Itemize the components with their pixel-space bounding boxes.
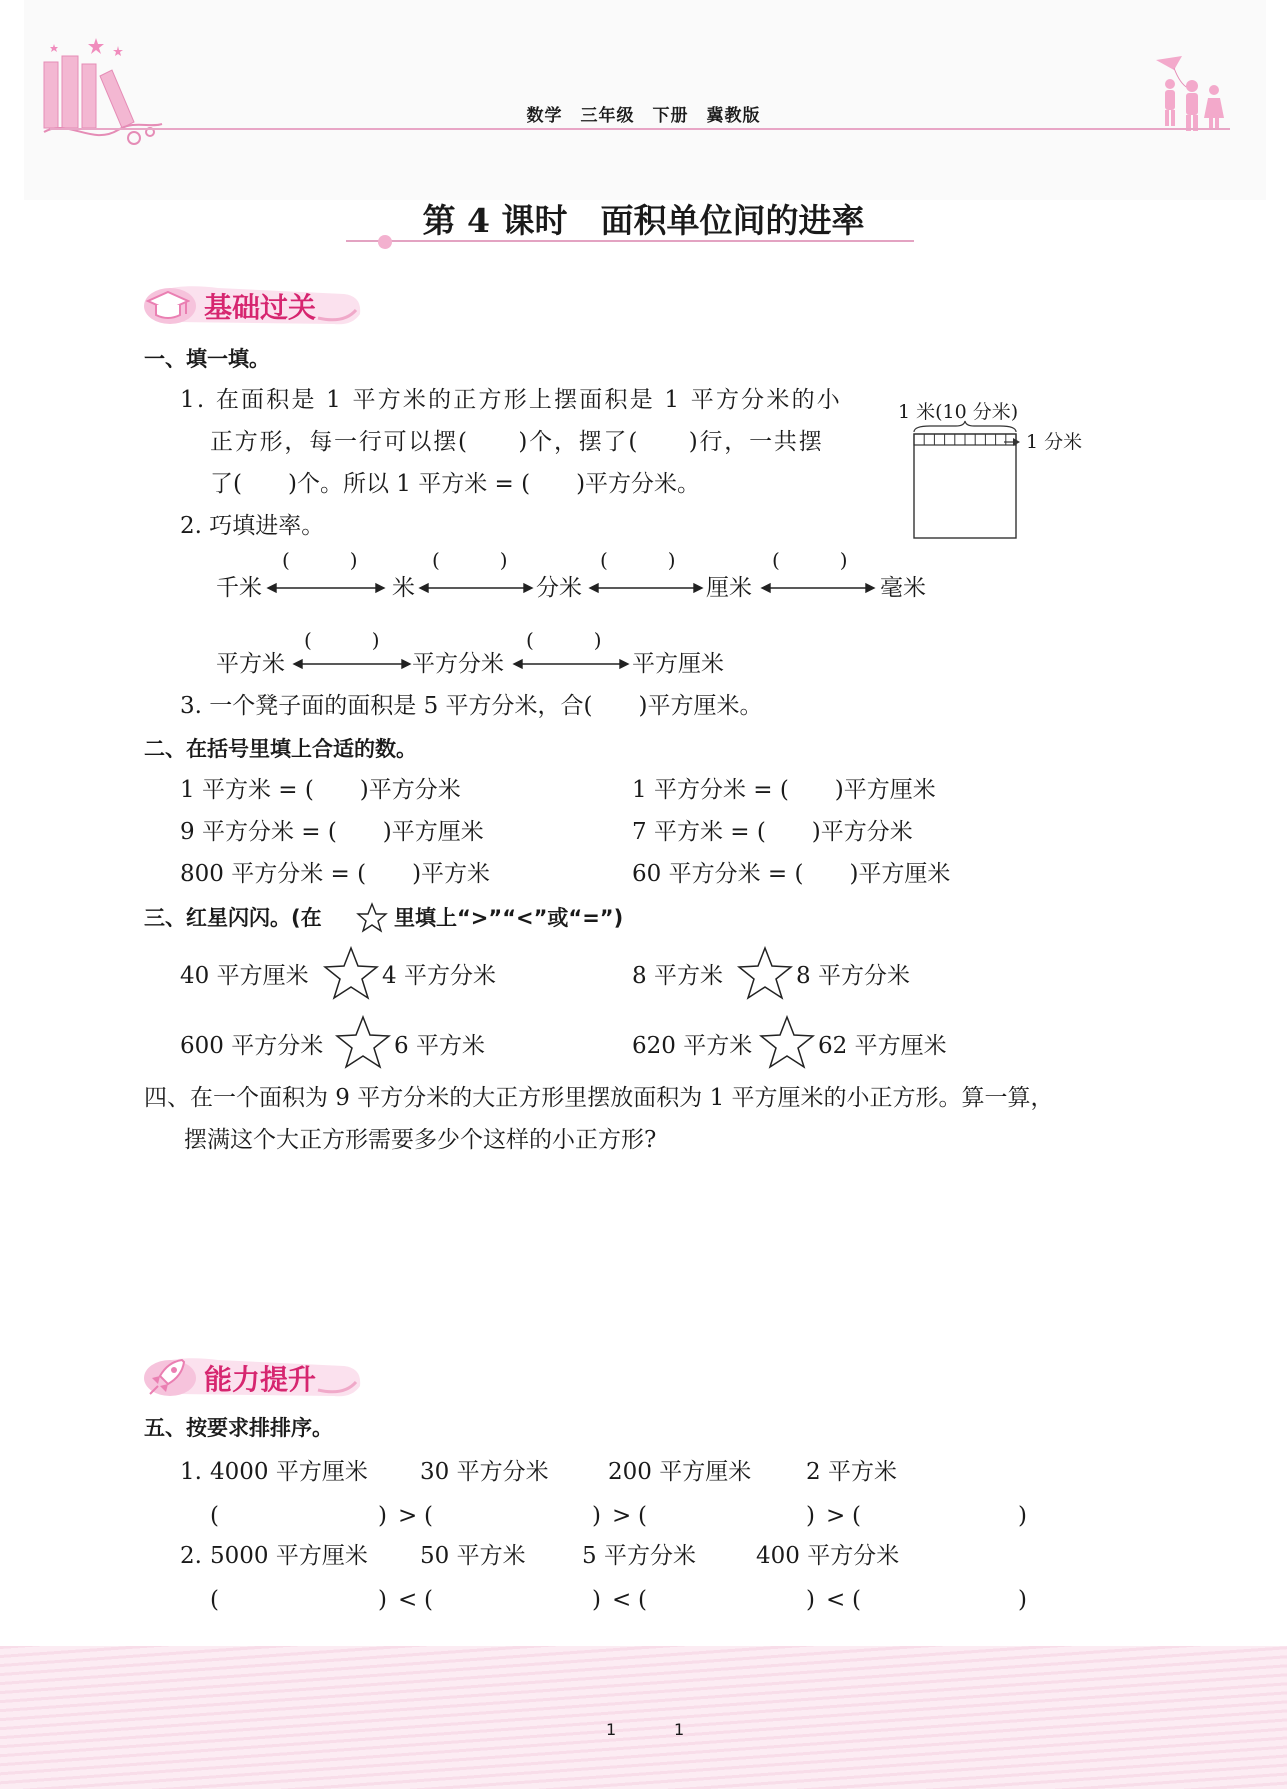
s3-item-1-star-blank[interactable]	[322, 946, 380, 1002]
figure-side-label: 1 米(10 分米)	[898, 401, 1019, 423]
s3-item-2-left: 8 平方米	[632, 963, 723, 989]
chain-unit-m: 米	[392, 575, 415, 601]
s5-q1-item-3: 200 平方厘米	[608, 1459, 752, 1485]
s5-q2-close-4: )	[1018, 1587, 1027, 1613]
section-4-line1: 四、在一个面积为 9 平方分米的大正方形里摆放面积为 1 平方厘米的小正方形。算一算，	[144, 1085, 1054, 1111]
s1-q1-line1: 1. 在面积是 1 平方米的正方形上摆面积是 1 平方分米的小	[180, 387, 842, 413]
s5-q1-blank-2[interactable]: (	[424, 1503, 433, 1529]
s3-item-4-star-blank[interactable]	[758, 1015, 816, 1071]
section-4-line2: 摆满这个大正方形需要多少个这样的小正方形?	[184, 1127, 657, 1153]
chain-unit-cm2: 平方厘米	[632, 651, 724, 677]
s1-q3: 3. 一个凳子面的面积是 5 平方分米，合( )平方厘米。	[180, 693, 763, 719]
s3-item-3-left: 600 平方分米	[180, 1033, 324, 1059]
s5-q1-sign-3: >	[826, 1503, 846, 1529]
s5-q1-close-4: )	[1018, 1503, 1027, 1529]
s5-q1-close-2: )	[592, 1503, 601, 1529]
chain-blank-2[interactable]: ( )	[432, 548, 508, 572]
s5-q2-close-3: )	[806, 1587, 815, 1613]
s3-item-2-star-blank[interactable]	[736, 946, 794, 1002]
s2-item-5: 800 平方分米 = ( )平方米	[180, 861, 491, 887]
figure-small-square-label: 1 分米	[1026, 431, 1083, 453]
s5-q1-sign-1: >	[398, 1503, 418, 1529]
chain-unit-mm: 毫米	[880, 575, 926, 601]
s5-q2-close-2: )	[592, 1587, 601, 1613]
section-3-heading-end: 里填上“>”“<”或“=”)	[394, 906, 624, 930]
s5-q1-number: 1.	[180, 1459, 202, 1485]
s5-q2-item-4: 400 平方分米	[756, 1543, 900, 1569]
page-number-right: 1	[674, 1720, 685, 1739]
s3-item-3-right: 6 平方米	[394, 1033, 485, 1059]
s5-q2-number: 2.	[180, 1543, 202, 1569]
section-3-heading-start: 三、红星闪闪。(在	[144, 906, 322, 930]
s1-q1-line2: 正方形，每一行可以摆( )个，摆了( )行，一共摆	[210, 429, 824, 455]
s5-q1-blank-4[interactable]: (	[852, 1503, 861, 1529]
s5-q2-blank-4[interactable]: (	[852, 1587, 861, 1613]
s5-q1-item-4: 2 平方米	[806, 1459, 897, 1485]
length-chain-arrows	[0, 0, 1287, 720]
area-chain-blank-1[interactable]: ( )	[304, 628, 380, 652]
chain-blank-4[interactable]: ( )	[772, 548, 848, 572]
s3-item-3-star-blank[interactable]	[334, 1015, 392, 1071]
s1-q2: 2. 巧填进率。	[180, 513, 325, 539]
lesson-title: 第 4 课时 面积单位间的进率	[422, 201, 865, 240]
s5-q2-blank-1[interactable]: (	[210, 1587, 219, 1613]
s5-q2-item-3: 5 平方分米	[582, 1543, 696, 1569]
section-5-heading: 五、按要求排排序。	[144, 1416, 333, 1440]
chain-unit-m2: 平方米	[216, 651, 285, 677]
s3-item-4-right: 62 平方厘米	[818, 1033, 947, 1059]
s5-q1-item-1: 4000 平方厘米	[210, 1459, 368, 1485]
header-subject-line: 数学 三年级 下册 冀教版	[526, 106, 761, 126]
s2-item-6: 60 平方分米 = ( )平方厘米	[632, 861, 951, 887]
s5-q1-blank-3[interactable]: (	[638, 1503, 647, 1529]
s5-q2-item-2: 50 平方米	[420, 1543, 526, 1569]
chain-unit-dm: 分米	[536, 575, 582, 601]
area-chain-blank-2[interactable]: ( )	[526, 628, 602, 652]
s5-q2-sign-1: <	[398, 1587, 418, 1613]
s5-q2-close-1: )	[378, 1587, 387, 1613]
s3-item-1-right: 4 平方分米	[382, 963, 496, 989]
s5-q1-sign-2: >	[612, 1503, 632, 1529]
s5-q2-blank-2[interactable]: (	[424, 1587, 433, 1613]
s5-q1-item-2: 30 平方分米	[420, 1459, 549, 1485]
chain-unit-dm2: 平方分米	[412, 651, 504, 677]
s2-item-3: 9 平方分米 = ( )平方厘米	[180, 819, 484, 845]
footer-pink-band	[0, 1646, 1287, 1789]
chain-blank-3[interactable]: ( )	[600, 548, 676, 572]
chain-blank-1[interactable]: ( )	[282, 548, 358, 572]
s1-q1-line3: 了( )个。所以 1 平方米 = ( )平方分米。	[210, 471, 701, 497]
s3-item-1-left: 40 平方厘米	[180, 963, 309, 989]
basic-banner-title: 基础过关	[204, 291, 317, 324]
rocket-icon	[146, 1356, 190, 1398]
s2-item-2: 1 平方分米 = ( )平方厘米	[632, 777, 936, 803]
advanced-banner-title: 能力提升	[204, 1363, 317, 1396]
section-1-heading: 一、填一填。	[144, 347, 270, 371]
s2-item-4: 7 平方米 = ( )平方分米	[632, 819, 913, 845]
s5-q1-close-3: )	[806, 1503, 815, 1529]
s5-q2-blank-3[interactable]: (	[638, 1587, 647, 1613]
s5-q2-sign-3: <	[826, 1587, 846, 1613]
s5-q2-item-1: 5000 平方厘米	[210, 1543, 368, 1569]
section-2-heading: 二、在括号里填上合适的数。	[144, 737, 417, 761]
chain-unit-cm: 厘米	[706, 575, 752, 601]
s3-item-2-right: 8 平方分米	[796, 963, 910, 989]
s2-item-1: 1 平方米 = ( )平方分米	[180, 777, 461, 803]
s5-q2-sign-2: <	[612, 1587, 632, 1613]
star-outline-icon	[356, 902, 388, 933]
s5-q1-close-1: )	[378, 1503, 387, 1529]
s3-item-4-left: 620 平方米	[632, 1033, 753, 1059]
page-number-left: 1	[606, 1720, 617, 1739]
s5-q1-blank-1[interactable]: (	[210, 1503, 219, 1529]
chain-unit-km: 千米	[216, 575, 262, 601]
